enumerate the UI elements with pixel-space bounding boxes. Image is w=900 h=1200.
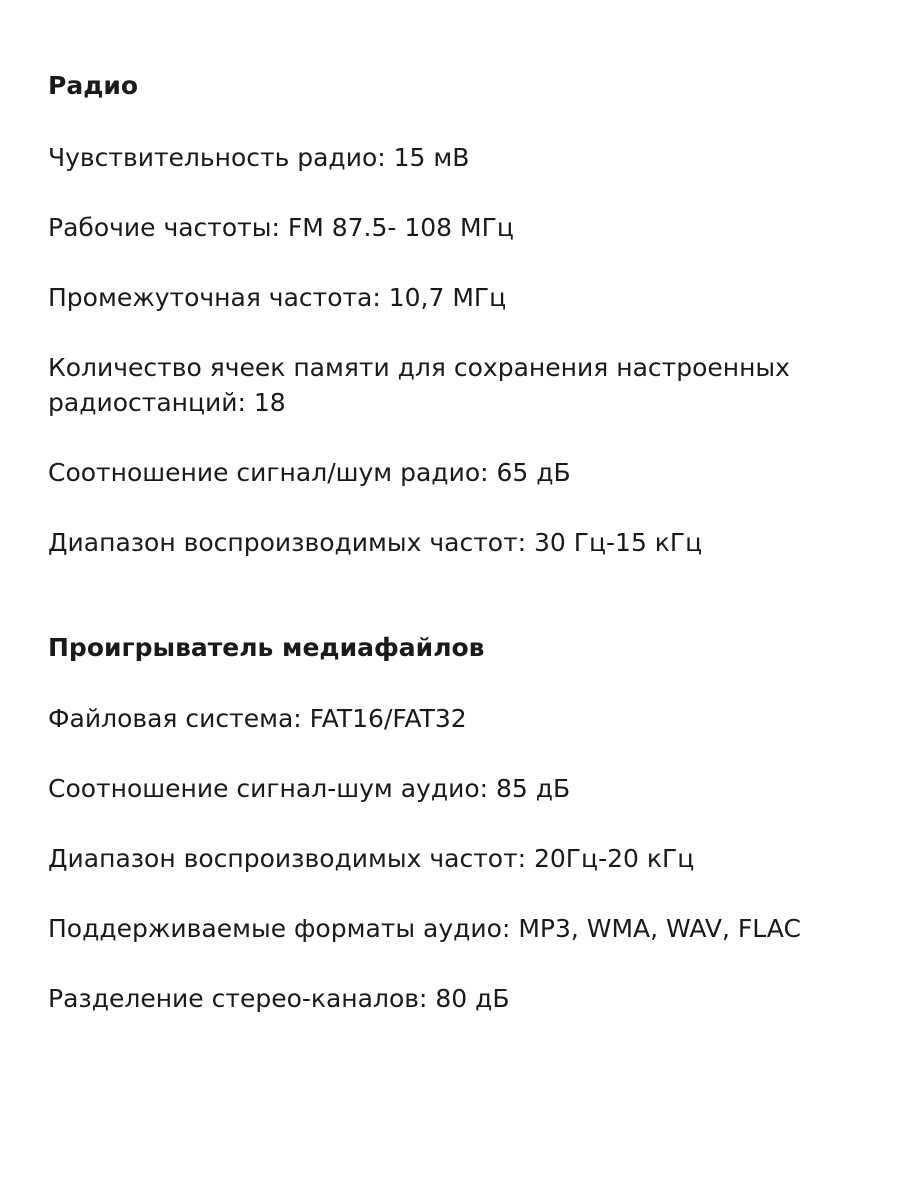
spec-line-radio-snr: Соотношение сигнал/шум радио: 65 дБ: [48, 458, 571, 487]
section-heading-media-player: Проигрыватель медиафайлов: [48, 633, 485, 662]
spec-line-radio-frequency-range: Диапазон воспроизводимых частот: 30 Гц-15 кГц: [48, 528, 703, 557]
section-heading-radio: Радио: [48, 71, 139, 100]
spec-line-audio-frequency-range: Диапазон воспроизводимых частот: 20Гц-20 кГц: [48, 844, 695, 873]
spec-line-file-system: Файловая система: FAT16/FAT32: [48, 704, 467, 733]
spec-line-audio-snr: Соотношение сигнал-шум аудио: 85 дБ: [48, 774, 571, 803]
spec-line-radio-sensitivity: Чувствительность радио: 15 мВ: [48, 143, 470, 172]
spec-line-intermediate-frequency: Промежуточная частота: 10,7 МГц: [48, 283, 507, 312]
spec-line-memory-presets: Количество ячеек памяти для сохранения настроенных радиостанций: 18: [48, 353, 790, 417]
spec-line-operating-frequencies: Рабочие частоты: FM 87.5- 108 МГц: [48, 213, 514, 242]
spec-line-stereo-separation: Разделение стерео-каналов: 80 дБ: [48, 984, 510, 1013]
spec-line-audio-formats: Поддерживаемые форматы аудио: MP3, WMA, WAV, FLAC: [48, 914, 801, 943]
